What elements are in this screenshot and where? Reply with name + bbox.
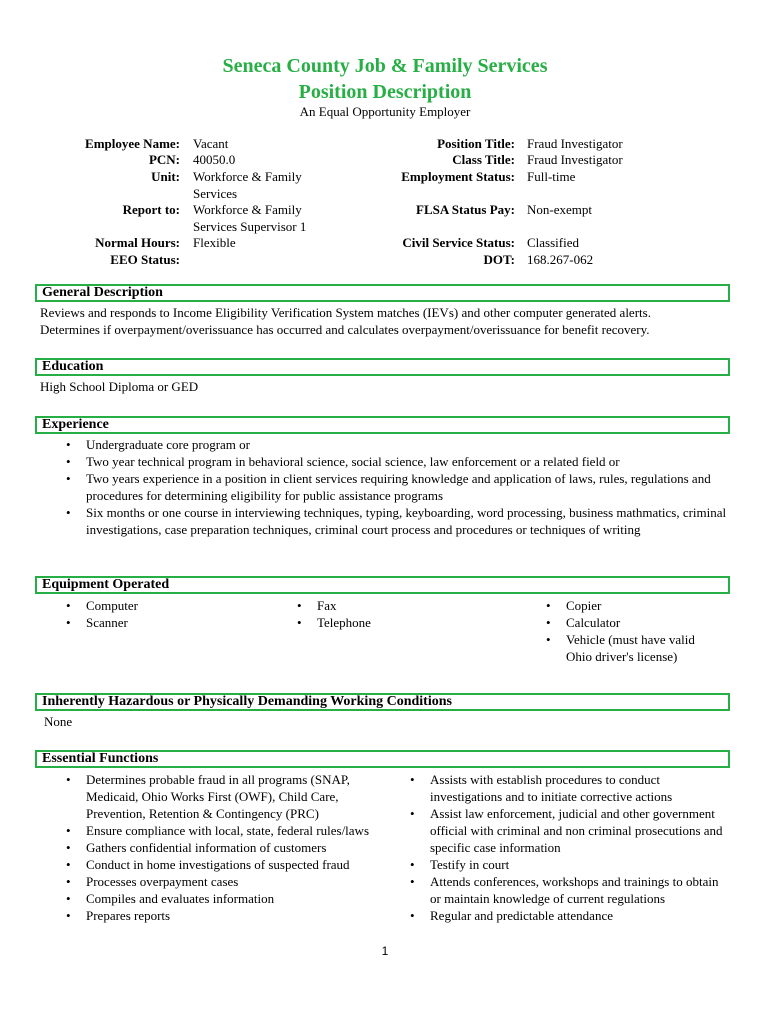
list-item: • Fax: [293, 597, 493, 614]
equipment-heading: Equipment Operated: [42, 577, 170, 592]
experience-header: [35, 416, 730, 434]
unit-label: Unit:: [151, 169, 180, 184]
hazard-heading: Inherently Hazardous or Physically Demanding Working Conditions: [42, 694, 452, 709]
list-item: • Telephone: [293, 614, 493, 631]
list-item: • Vehicle (must have valid Ohio driver's license): [542, 631, 717, 665]
employment-status-value: Full-time: [527, 169, 576, 184]
experience-list: [62, 436, 727, 538]
list-item: • Testify in court: [406, 856, 728, 873]
list-item: • Computer: [62, 597, 262, 614]
education-heading: Education: [42, 359, 104, 374]
list-item: • Assists with establish procedures to conduct investigations and to initiate corrective actions: [406, 771, 728, 805]
document-title: Position Description: [298, 81, 472, 103]
pcn-value: 40050.0: [193, 152, 236, 167]
essential-functions-heading: Essential Functions: [42, 751, 159, 766]
hazard-text: None: [44, 714, 73, 729]
general-description-header: [35, 284, 730, 302]
list-item: • Scanner: [62, 614, 262, 631]
page-title: Seneca County Job & Family Services: [222, 55, 548, 77]
class-title-label: Class Title:: [452, 152, 515, 167]
employee-name-value: Vacant: [193, 136, 229, 151]
class-title-value: Fraud Investigator: [527, 152, 623, 167]
list-item: • Six months or one course in interviewing techniques, typing, keyboarding, word processing, business mathmatics, criminal investigations, case preparation techniques, criminal court process and procedures or techniques of writing: [62, 504, 727, 538]
report-to-value: Workforce & Family Services Supervisor 1: [193, 202, 307, 234]
list-item: • Compiles and evaluates information: [62, 890, 382, 907]
civil-service-status-label: Civil Service Status:: [402, 235, 515, 250]
list-item: • Ensure compliance with local, state, federal rules/laws: [62, 822, 382, 839]
list-item: • Processes overpayment cases: [62, 873, 382, 890]
education-header: [35, 358, 730, 376]
list-item: • Determines probable fraud in all programs (SNAP, Medicaid, Ohio Works First (OWF), Child Care, Prevention, Retention & Contingency (PRC): [62, 771, 382, 822]
essential-functions-header: [35, 750, 730, 768]
pcn-label: PCN:: [148, 152, 180, 167]
employee-name-label: Employee Name:: [85, 136, 180, 151]
list-item: • Two year technical program in behavioral science, social science, law enforcement or a related field or: [62, 453, 727, 470]
equipment-list-col-3: [542, 597, 717, 665]
page-number: 1: [381, 944, 389, 958]
dot-label: DOT:: [483, 252, 515, 267]
equipment-list-col-1: [62, 597, 262, 631]
list-item: • Regular and predictable attendance: [406, 907, 728, 924]
eeo-status-label: EEO Status:: [110, 252, 180, 267]
dot-value: 168.267-062: [527, 252, 594, 267]
experience-heading: Experience: [42, 417, 109, 432]
list-item: • Calculator: [542, 614, 717, 631]
subtitle: An Equal Opportunity Employer: [299, 104, 471, 119]
flsa-status-value: Non-exempt: [527, 202, 592, 217]
employment-status-label: Employment Status:: [401, 169, 515, 184]
essential-functions-right: [406, 771, 728, 924]
flsa-status-label: FLSA Status Pay:: [416, 202, 515, 217]
normal-hours-value: Flexible: [193, 235, 236, 250]
list-item: • Copier: [542, 597, 717, 614]
report-to-label: Report to:: [122, 202, 180, 217]
equipment-header: [35, 576, 730, 594]
position-title-label: Position Title:: [437, 136, 515, 151]
list-item: • Attends conferences, workshops and trainings to obtain or maintain knowledge of current regulations: [406, 873, 728, 907]
list-item: • Conduct in home investigations of suspected fraud: [62, 856, 382, 873]
list-item: • Gathers confidential information of customers: [62, 839, 382, 856]
essential-functions-left: [62, 771, 382, 924]
list-item: • Two years experience in a position in client services requiring knowledge and application of laws, rules, regulations and procedures for determining eligibility for public assistance programs: [62, 470, 727, 504]
hazard-header: [35, 693, 730, 711]
education-text: High School Diploma or GED: [40, 379, 199, 394]
list-item: • Undergraduate core program or: [62, 436, 727, 453]
unit-value: Workforce & Family Services: [193, 169, 302, 201]
equipment-list-col-2: [293, 597, 493, 631]
normal-hours-label: Normal Hours:: [95, 235, 180, 250]
position-title-value: Fraud Investigator: [527, 136, 623, 151]
list-item: • Assist law enforcement, judicial and other government official with criminal and non criminal prosecutions and specific case information: [406, 805, 728, 856]
general-description-heading: General Description: [42, 285, 163, 300]
general-description-line-1: Reviews and responds to Income Eligibility Verification System matches (IEVs) and other computer generated alerts.: [40, 305, 651, 320]
civil-service-status-value: Classified: [527, 235, 579, 250]
general-description-line-2: Determines if overpayment/overissuance has occurred and calculates overpayment/overissuance for benefit recovery.: [40, 322, 650, 337]
list-item: • Prepares reports: [62, 907, 382, 924]
